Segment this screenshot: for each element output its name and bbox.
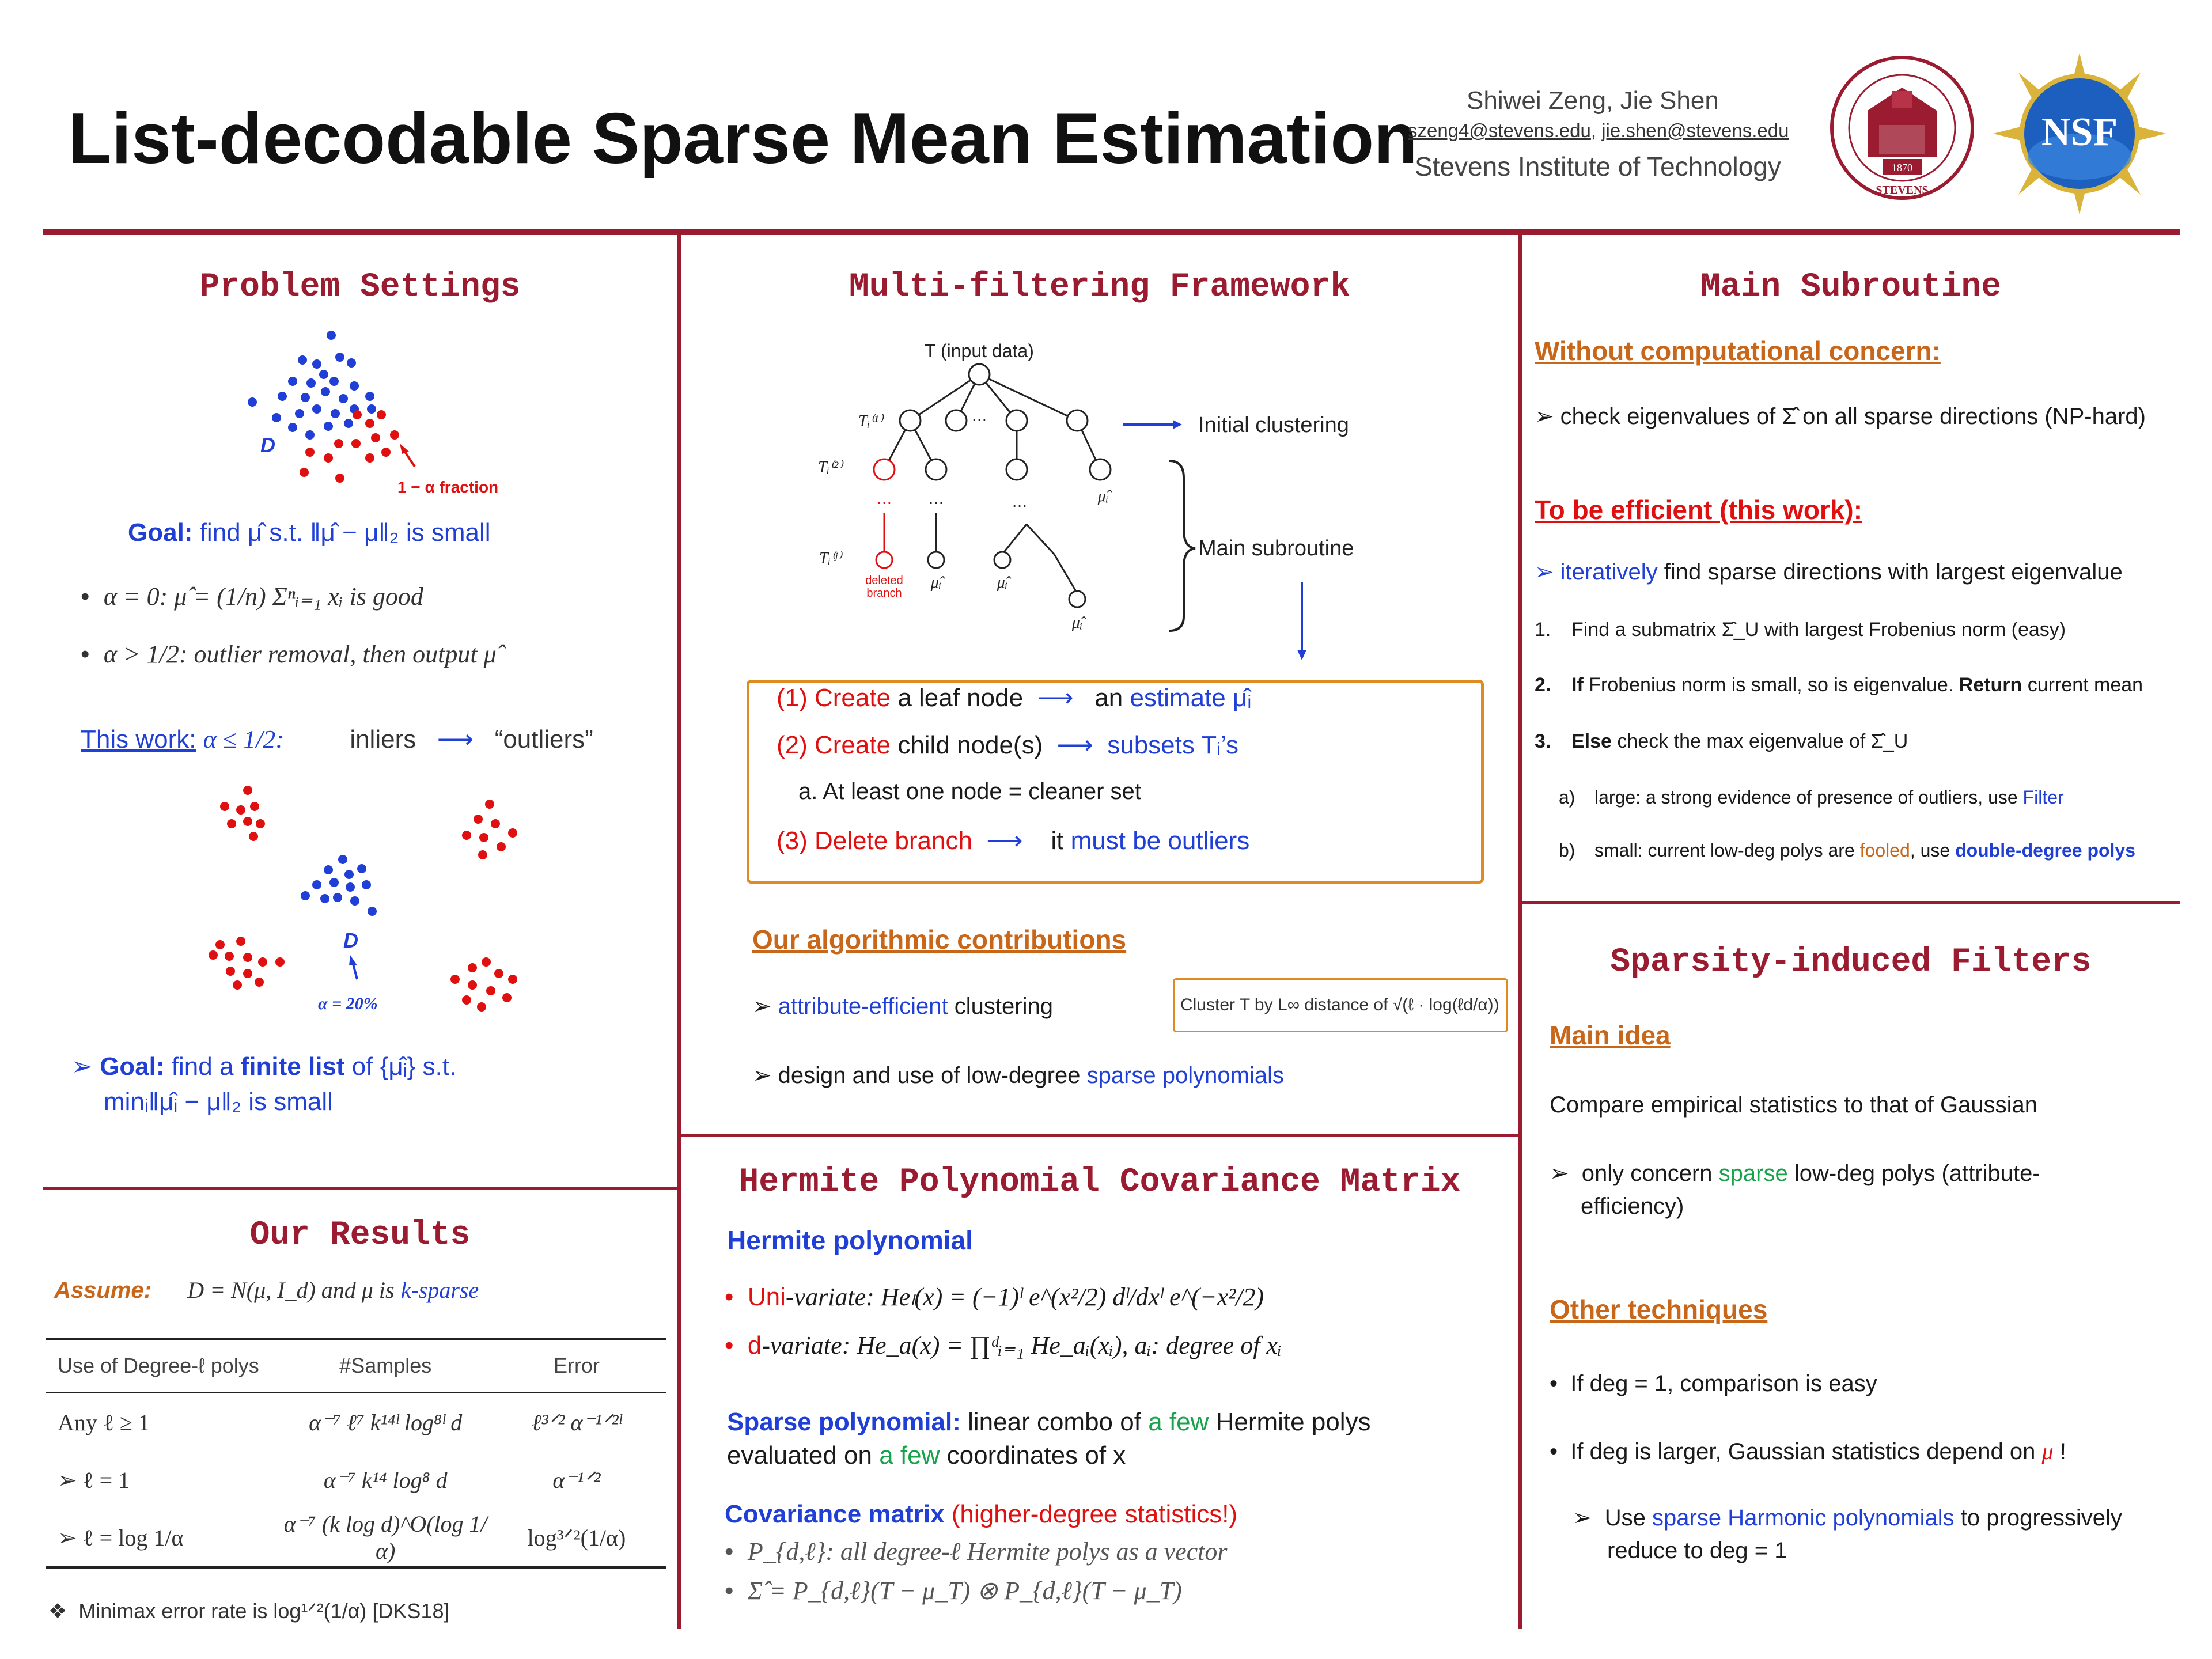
univariate-line	[725, 1282, 1264, 1312]
step-2-text: child node(s)	[897, 731, 1043, 759]
initial-clustering-label: Initial clustering	[1198, 413, 1349, 437]
contribution-1-blue: attribute-efficient	[778, 994, 948, 1019]
step-list-3-text: check the max eigenvalue of Σ̂_U	[1617, 730, 1908, 752]
step-number: 2.	[1535, 674, 1551, 696]
step-list-1	[1535, 619, 2066, 641]
fig1-fraction-label: 1 − α fraction	[397, 478, 499, 496]
step-list-1-text: Find a submatrix Σ̂_U with largest Frobenius norm (easy)	[1571, 619, 2066, 641]
sparse-poly-green2: a few	[879, 1441, 940, 1469]
fig1-d-label: D	[260, 433, 275, 457]
step-3-blue: must be outliers	[1070, 827, 1250, 855]
covariance-label: Covariance matrix	[725, 1500, 945, 1528]
contribution-1-text: clustering	[954, 994, 1053, 1019]
bullet-dot: •	[1550, 1371, 1571, 1396]
bullet-alpha-zero-text: α = 0: μ̂ = (1/n) Σⁿᵢ₌₁ xᵢ is good	[103, 582, 423, 611]
dots-4: …	[1012, 493, 1028, 510]
step-1-text: a leaf node	[897, 684, 1024, 712]
table-cell: ℓ³ᐟ² α⁻¹ᐟ²ˡ	[531, 1409, 622, 1435]
arrow-bullet-icon: ➢	[1535, 404, 1560, 429]
dots-2: …	[876, 490, 892, 507]
arrow-right-icon: ⟶	[423, 725, 488, 753]
goal-text: find μ̂ s.t. ‖μ̂ − μ‖₂ is small	[199, 518, 491, 547]
without-heading: Without computational concern:	[1535, 336, 1941, 366]
assume-label: Assume:	[54, 1278, 151, 1303]
cluster-note-text: Cluster T by L∞ distance of √(ℓ · log(ℓd/α))	[1180, 995, 1499, 1014]
deg-larger-excl: !	[2059, 1439, 2066, 1464]
this-work-math: α ≤ 1/2:	[203, 725, 284, 753]
step-1-blue: estimate μ̂ᵢ	[1130, 684, 1252, 712]
sparse-poly-c: evaluated on	[727, 1441, 872, 1469]
step-list-2	[1535, 674, 2143, 696]
minimax-text: Minimax error rate is log¹ᐟ²(1/α) [DKS18]	[78, 1599, 450, 1623]
main-subroutine-label: Main subroutine	[1198, 536, 1354, 560]
substep-letter: b)	[1559, 840, 1575, 861]
mid-section-rule	[681, 1134, 1518, 1137]
check-text: check eigenvalues of Σ̂ on all sparse directions (NP-hard)	[1560, 404, 2146, 429]
uni-red: Uni	[747, 1283, 786, 1311]
covariance-bullet-1	[725, 1537, 1228, 1566]
step-list-2-if: If	[1571, 674, 1584, 696]
authors: Shiwei Zeng, Jie Shen	[1467, 86, 1719, 115]
deg-larger-text: If deg is larger, Gaussian statistics depend on	[1570, 1439, 2036, 1464]
stevens-name: STEVENS	[1876, 184, 1929, 196]
bullet-dot: •	[725, 1283, 748, 1311]
substep-letter: a)	[1559, 787, 1575, 808]
col-header-degree: Use of Degree-ℓ polys	[58, 1354, 259, 1377]
our-results-heading: Our Results	[249, 1217, 471, 1254]
step-list-3	[1535, 730, 1908, 753]
covariance-bullet-2	[725, 1576, 1182, 1605]
check-line	[1535, 403, 2146, 430]
sparse-poly-b: Hermite polys	[1215, 1408, 1371, 1436]
table-row	[46, 1451, 666, 1509]
substep-a	[1559, 787, 2064, 808]
table-cell: α⁻¹ᐟ²	[552, 1467, 601, 1493]
bullet-dot: •	[1550, 1439, 1571, 1464]
sparse-poly-d: coordinates of x	[946, 1441, 1126, 1469]
arrow-bullet-icon: ➢	[1550, 1161, 1582, 1186]
covariance-bullet-2-text: Σ̂ = P_{d,ℓ}(T − μ_T) ⊗ P_{d,ℓ}(T − μ_T)	[747, 1577, 1182, 1605]
only-concern-green: sparse	[1718, 1161, 1788, 1186]
step-list-2-end: current mean	[2027, 674, 2143, 696]
only-concern-a: only concern	[1581, 1161, 1713, 1186]
col-header-samples: #Samples	[339, 1354, 432, 1377]
iteratively-blue: iteratively	[1560, 559, 1658, 585]
mu-hat-label: μ̂ᵢ	[997, 574, 1008, 592]
contribution-1	[752, 993, 1053, 1020]
assume-math: D = N(μ, I_d) and μ is	[187, 1277, 395, 1303]
stevens-logo	[1827, 53, 1977, 203]
mu-hat-label: μ̂ᵢ	[930, 574, 942, 592]
iteratively-line	[1535, 559, 2123, 585]
minimax-footnote	[48, 1599, 449, 1623]
iteratively-text: find sparse directions with largest eigenvalue	[1664, 559, 2123, 585]
arrow-right-icon: ⟶	[1050, 731, 1100, 759]
main-idea-heading: Main idea	[1550, 1020, 1671, 1050]
use-harmonic-line1	[1573, 1505, 2122, 1531]
bullet-alpha-half-text: α > 1/2: outlier removal, then output μ̂	[103, 640, 497, 668]
mu-hat-label: μ̂ᵢ	[1071, 614, 1083, 632]
step-1-red: (1) Create	[777, 684, 891, 712]
covariance-red: (higher-degree statistics!)	[951, 1500, 1238, 1528]
sparse-poly-label: Sparse polynomial:	[727, 1408, 961, 1436]
sparse-poly-line1	[727, 1408, 1371, 1437]
contribution-2	[752, 1062, 1284, 1089]
framework-heading: Multi-filtering Framework	[849, 268, 1351, 306]
goal2-text-a: find a	[171, 1052, 234, 1081]
table-cell: ➢ ℓ = 1	[58, 1467, 130, 1493]
use-harmonic-b: to progressively	[1960, 1505, 2122, 1531]
deg1-line	[1550, 1371, 1877, 1397]
col-divider-2	[1518, 235, 1522, 1629]
arrow-right-icon: ⟶	[1030, 684, 1088, 712]
step-3-text: it	[1051, 827, 1064, 855]
deg-larger-mu: μ	[2041, 1438, 2054, 1464]
input-data-label: T (input data)	[925, 340, 1034, 361]
use-harmonic-a: Use	[1604, 1505, 1646, 1531]
substep-b-fooled: fooled	[1859, 840, 1910, 861]
goal2-line2: minᵢ‖μ̂ᵢ − μ‖₂ is small	[104, 1088, 333, 1116]
bullet-dot: •	[725, 1537, 748, 1566]
goal-label: Goal:	[128, 518, 193, 547]
bullet-alpha-half	[81, 639, 497, 669]
arrow-bullet-icon: ➢	[1573, 1505, 1605, 1531]
step-2	[777, 730, 1238, 760]
tij-label: Tᵢ⁽ʲ⁾	[819, 550, 842, 567]
outliers-label: “outliers”	[494, 725, 593, 753]
hermite-subheading: Hermite polynomial	[727, 1225, 973, 1255]
dots-1: …	[971, 406, 987, 424]
sparse-poly-green1: a few	[1148, 1408, 1209, 1436]
bullet-dot: •	[725, 1331, 748, 1359]
emails	[1408, 120, 1789, 142]
uni-formula: -variate: Heₗ(x) = (−1)ˡ e^(x²/2) dˡ/dxˡ e^(−x²/2)	[785, 1283, 1264, 1311]
step-1-an: an	[1094, 684, 1123, 712]
table-cell: α⁻⁷ (k log d)^O(log 1/α)	[283, 1511, 487, 1564]
poster-title: List-decodable Sparse Mean Estimation	[68, 99, 1418, 179]
step-3	[777, 826, 1249, 855]
step-1	[777, 683, 1251, 713]
contribution-2-text: design and use of low-degree	[778, 1063, 1081, 1088]
step-3-red: (3) Delete branch	[777, 827, 972, 855]
problem-figure-1	[242, 328, 541, 501]
arrow-right-icon: ⟶	[979, 827, 1044, 855]
goal-line	[128, 518, 491, 547]
diamond-bullet-icon: ❖	[48, 1599, 79, 1623]
compare-line: Compare empirical statistics to that of Gaussian	[1550, 1092, 2038, 1118]
substep-a-filter: Filter	[2022, 787, 2064, 808]
step-2a: a. At least one node = cleaner set	[798, 779, 1141, 804]
right-section-rule	[1522, 901, 2180, 904]
table-cell: ➢ ℓ = log 1/α	[58, 1524, 184, 1551]
use-harmonic-blue: sparse Harmonic polynomials	[1652, 1505, 1955, 1531]
step-number: 3.	[1535, 730, 1551, 752]
table-row	[46, 1509, 666, 1569]
col-header-error: Error	[553, 1354, 600, 1377]
bullet-dot: •	[81, 640, 104, 668]
contributions-heading: Our algorithmic contributions	[752, 925, 1127, 955]
goal2-arrow-icon: ➢	[71, 1052, 100, 1081]
covariance-bullet-1-text: P_{d,ℓ}: all degree-ℓ Hermite polys as a vector	[747, 1537, 1228, 1566]
email-link-2[interactable]: jie.shen@stevens.edu	[1601, 120, 1789, 141]
deg1-text: If deg = 1, comparison is easy	[1570, 1371, 1877, 1396]
d-red: d	[747, 1331, 762, 1359]
sparse-poly-line2	[727, 1441, 1126, 1470]
substep-b-text: small: current low-deg polys are	[1594, 840, 1855, 861]
only-concern-line1	[1550, 1160, 2040, 1187]
step-list-2-mid: Frobenius norm is small, so is eigenvalue.	[1589, 674, 1954, 696]
nsf-text: NSF	[2041, 110, 2118, 154]
assume-sparse: k-sparse	[400, 1277, 479, 1303]
substep-a-text: large: a strong evidence of presence of outliers, use	[1594, 787, 2018, 808]
bullet-dot: •	[725, 1577, 748, 1605]
nsf-logo	[1993, 53, 2166, 214]
framework-tree	[806, 340, 1440, 662]
step-2-blue: subsets Tᵢ’s	[1107, 731, 1239, 759]
use-harmonic-line2: reduce to deg = 1	[1607, 1538, 1787, 1563]
brace-icon	[1169, 461, 1195, 631]
deg-larger-line	[1550, 1438, 2066, 1465]
step-number: 1.	[1535, 619, 1551, 641]
table-cell: log³ᐟ²(1/α)	[527, 1524, 626, 1551]
arrow-bullet-icon: ➢	[1535, 559, 1560, 585]
branch-label: branch	[866, 587, 902, 600]
ti2-label: Tᵢ⁽²⁾	[818, 459, 843, 476]
goal2-line1	[71, 1052, 456, 1081]
assume-line	[54, 1277, 479, 1304]
bullet-dot: •	[81, 582, 104, 611]
main-subroutine-heading: Main Subroutine	[1700, 268, 2002, 306]
only-concern-line2: efficiency)	[1581, 1194, 1684, 1219]
efficient-heading: To be efficient (this work):	[1535, 495, 1863, 525]
step-list-2-return: Return	[1959, 674, 2022, 696]
step-list-3-else: Else	[1571, 730, 1612, 752]
contribution-2-blue: sparse polynomials	[1086, 1063, 1284, 1088]
email-separator: ,	[1590, 120, 1602, 141]
covariance-line	[725, 1500, 1237, 1529]
other-techniques-heading: Other techniques	[1550, 1294, 1768, 1324]
deleted-label: deleted	[865, 574, 903, 587]
bullet-alpha-zero	[81, 582, 423, 611]
table-cell: α⁻⁷ ℓ⁷ k¹⁴ˡ log⁸ˡ d	[309, 1409, 463, 1435]
only-concern-b: low-deg polys (attribute-	[1794, 1161, 2040, 1186]
institution: Stevens Institute of Technology	[1415, 151, 1781, 181]
d-formula: -variate: He_a(x) = ∏ᵈᵢ₌₁ He_aᵢ(xᵢ), aᵢ: degree of xᵢ	[762, 1331, 1282, 1359]
problem-settings-heading: Problem Settings	[199, 268, 521, 306]
inliers-label: inliers	[350, 725, 416, 753]
table-cell: Any ℓ ≥ 1	[58, 1409, 150, 1435]
ti1-label: Tᵢ⁽¹⁾	[858, 412, 883, 430]
substep-b-use: , use	[1910, 840, 1950, 861]
fig2-d-label: D	[343, 929, 358, 952]
step-2-red: (2) Create	[777, 731, 891, 759]
goal2-text-b: of {μ̂ᵢ} s.t.	[351, 1052, 457, 1081]
goal2-label: Goal:	[100, 1052, 165, 1081]
stevens-year: 1870	[1892, 162, 1912, 173]
table-cell: α⁻⁷ k¹⁴ log⁸ d	[323, 1467, 448, 1493]
col-divider-1	[677, 235, 681, 1629]
sparse-poly-a: linear combo of	[968, 1408, 1141, 1436]
left-section-rule	[43, 1187, 677, 1190]
table-row	[46, 1393, 666, 1451]
arrow-bullet-icon: ➢	[752, 1063, 778, 1088]
filters-heading: Sparsity-induced Filters	[1610, 944, 2092, 981]
email-link-1[interactable]: szeng4@stevens.edu	[1408, 120, 1591, 141]
this-work-line	[81, 725, 593, 754]
dots-3: …	[928, 490, 944, 507]
cluster-note-box	[1173, 978, 1508, 1032]
substep-b	[1559, 840, 2135, 861]
fig2-alpha-label: α = 20%	[318, 994, 378, 1013]
goal2-bold: finite list	[240, 1052, 345, 1081]
results-table	[46, 1338, 666, 1569]
substep-b-double: double-degree polys	[1955, 840, 2136, 861]
hermite-heading: Hermite Polynomial Covariance Matrix	[738, 1164, 1461, 1201]
mu-hat-label: μ̂ᵢ	[1097, 487, 1109, 505]
problem-figure-2	[167, 783, 536, 1025]
arrow-bullet-icon: ➢	[752, 994, 778, 1019]
this-work-label: This work:	[81, 725, 196, 753]
header-rule	[43, 229, 2180, 235]
dvariate-line	[725, 1331, 1282, 1360]
